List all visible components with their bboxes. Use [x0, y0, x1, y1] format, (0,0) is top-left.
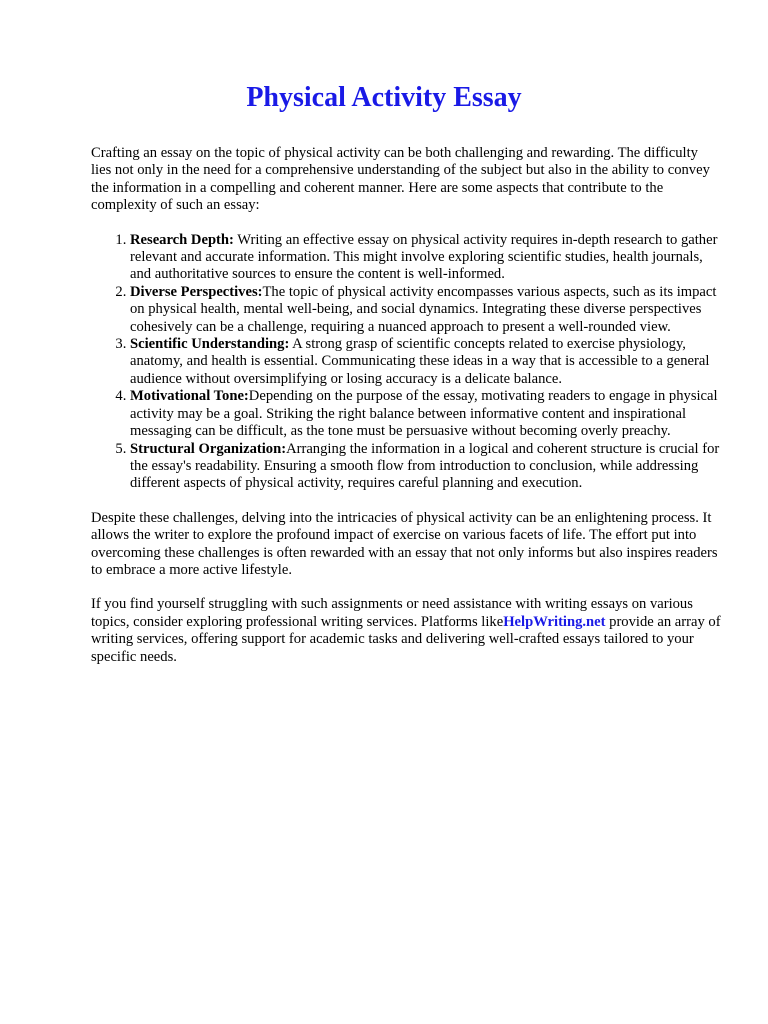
aspect-text: Writing an effective essay on physical activity requires in-depth research to gather relevant and accurate information. This might involve exploring scientific studies, health journals, and authoritative sources to ensure the content is well-informed. [130, 231, 718, 283]
intro-paragraph: Crafting an essay on the topic of physical activity can be both challenging and rewarding. The difficulty lies not only in the need for a comprehensive understanding of the subject but also in the ability to convey the information in a compelling and coherent manner. Here are some aspects that contribute to the complexity of such an essay: [91, 145, 710, 214]
aspects-list [91, 232, 721, 493]
helpwriting-link[interactable]: HelpWriting.net [503, 613, 606, 630]
aspect-term: Scientific Understanding: [130, 336, 290, 353]
closing-text-before-link: If you find yourself struggling with such assignments or need assistance with writing essays on various topics, consider exploring professional writing services. Platforms like [91, 596, 693, 630]
aspect-term: Motivational Tone: [130, 388, 249, 405]
aspect-term: Diverse Perspectives: [130, 283, 263, 300]
aspect-text: Depending on the purpose of the essay, motivating readers to engage in physical activity may be a goal. Striking the right balance between informative content and inspirational messaging can be difficult, as the tone must be persuasive without becoming overly preachy. [130, 388, 718, 440]
closing-paragraph [91, 596, 721, 666]
aspect-text: A strong grasp of scientific concepts related to exercise physiology, anatomy, and health is essential. Communicating these ideas in a way that is accessible to a general audience without oversimplifying or losing accuracy is a delicate balance. [130, 336, 710, 387]
aspect-text: Arranging the information in a logical and coherent structure is crucial for the essay's readability. Ensuring a smooth flow from introduction to conclusion, while addressing different aspects of physical activity, requires careful planning and execution. [130, 440, 720, 492]
list-item [130, 284, 721, 336]
closing-text-after-link: provide an array of writing services, offering support for academic tasks and delivering well-crafted essays tailored to your specific needs. [91, 613, 721, 665]
aspect-text: The topic of physical activity encompasses various aspects, such as its impact on physical health, mental well-being, and social dynamics. Integrating these diverse perspectives cohesively can be a challenge, requiring a nuanced approach to present a well-rounded view. [130, 283, 717, 335]
aspect-term: Structural Organization: [130, 440, 287, 457]
essay-body [91, 145, 721, 683]
page-title: Physical Activity Essay [246, 82, 522, 113]
list-item [130, 336, 721, 388]
list-item [130, 232, 721, 284]
aspect-term: Research Depth: [130, 231, 234, 248]
list-item [130, 388, 721, 440]
conclusion-paragraph: Despite these challenges, delving into the intricacies of physical activity can be an enlightening process. It allows the writer to explore the profound impact of exercise on various facets of life. The effort put into overcoming these challenges is often rewarded with an essay that not only informs but also inspires readers to embrace a more active lifestyle. [91, 509, 718, 578]
list-item [130, 441, 721, 493]
